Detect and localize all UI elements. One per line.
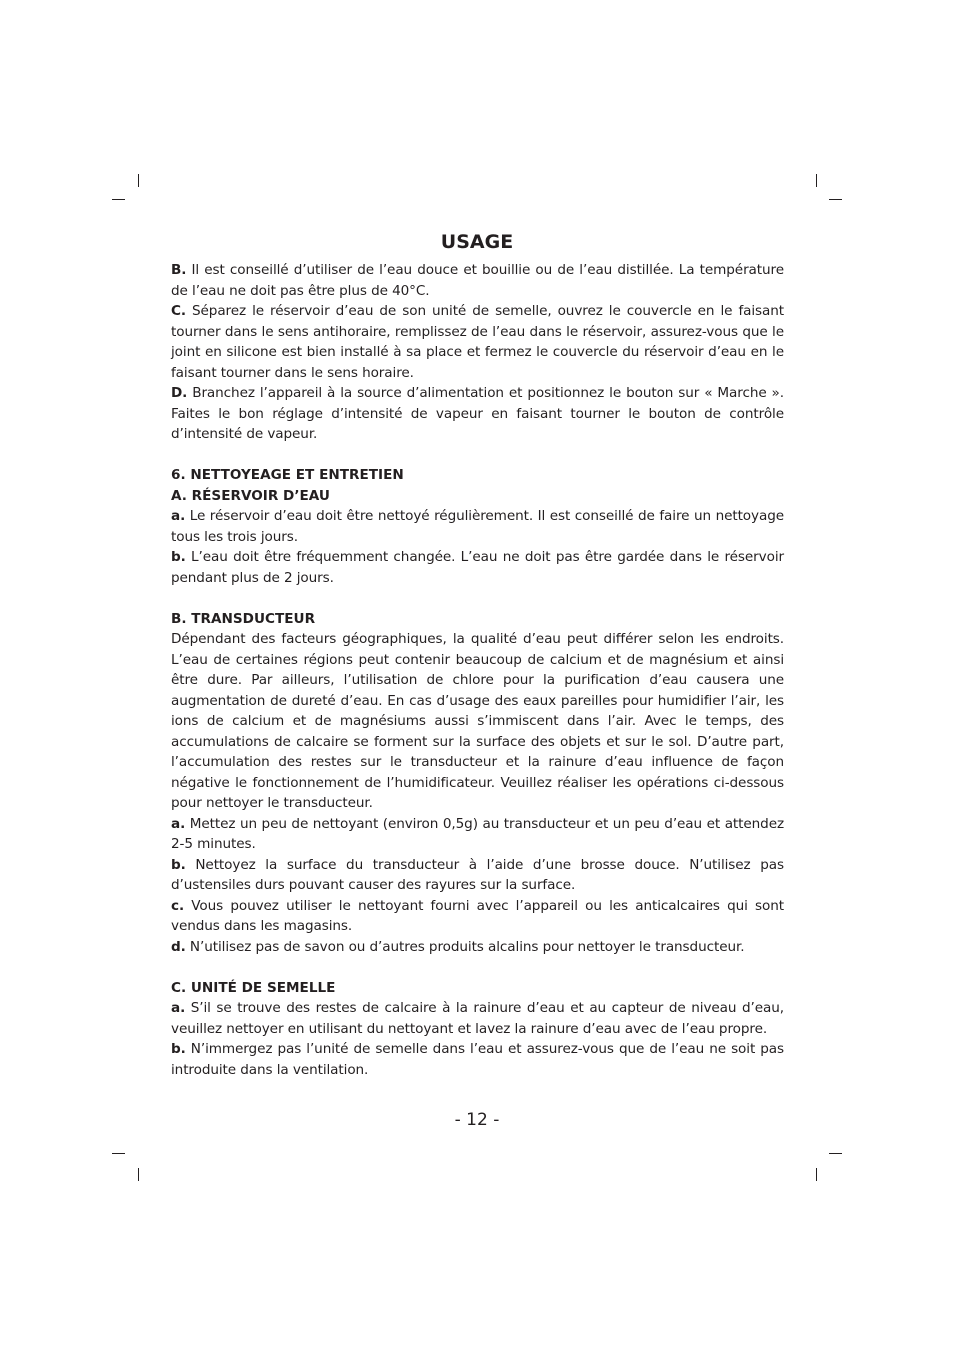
crop-mark-top-right-horizontal	[829, 199, 842, 200]
crop-mark-bottom-right-vertical	[816, 1168, 817, 1181]
transducteur-item-d	[171, 937, 784, 958]
item-label: a.	[171, 815, 186, 832]
crop-mark-top-right-vertical	[816, 174, 817, 187]
page-content	[171, 260, 784, 1080]
usage-item-c	[171, 301, 784, 383]
item-label: B.	[171, 262, 187, 278]
item-label: b.	[171, 856, 186, 873]
item-text: Mettez un peu de nettoyant (environ 0,5g) au transducteur et un peu d’eau et attendez 2-5 minutes.	[171, 815, 784, 852]
item-text: Vous pouvez utiliser le nettoyant fourni avec l’appareil ou les anticalcaires qui sont vendus dans les magasins.	[171, 897, 784, 934]
transducteur-item-c	[171, 896, 784, 937]
semelle-item-b	[171, 1039, 784, 1080]
section-heading-nettoyage: 6. NETTOYEAGE ET ENTRETIEN	[171, 467, 404, 483]
reservoir-item-b	[171, 547, 784, 588]
subsection-heading-semelle: C. UNITÉ DE SEMELLE	[171, 979, 336, 996]
item-text: N’immergez pas l’unité de semelle dans l’eau et assurez-vous que de l’eau ne soit pas introduite dans la ventilation.	[171, 1041, 784, 1078]
usage-item-d	[171, 383, 784, 445]
item-label: c.	[171, 897, 185, 914]
item-text: Il est conseillé d’utiliser de l’eau douce et bouillie ou de l’eau distillée. La température de l’eau ne doit pas être plus de 40°C.	[171, 262, 784, 299]
item-text: S’il se trouve des restes de calcaire à la rainure d’eau et au capteur de niveau d’eau, veuillez nettoyer en utilisant du nettoyant et lavez la rainure d’eau avec de l’eau propre.	[171, 1000, 784, 1037]
item-label: D.	[171, 385, 188, 401]
item-text: N’utilisez pas de savon ou d’autres produits alcalins pour nettoyer le transducteur.	[185, 938, 745, 955]
item-label: a.	[171, 508, 186, 524]
item-label: b.	[171, 1041, 186, 1057]
item-label: C.	[171, 303, 186, 319]
page-number: - 12 -	[454, 1110, 500, 1130]
item-label: d.	[171, 938, 186, 955]
item-text: Nettoyez la surface du transducteur à l’aide d’une brosse douce. N’utilisez pas d’ustensiles durs pouvant causer des rayures sur la surface.	[171, 856, 784, 893]
item-text: L’eau doit être fréquemment changée. L’eau ne doit pas être gardée dans le réservoir pendant plus de 2 jours.	[171, 549, 784, 586]
item-text: Branchez l’appareil à la source d’alimentation et positionnez le bouton sur « Marche ». Faites le bon réglage d’intensité de vapeur en faisant tourner le bouton de contrôle d’intensité de vapeur.	[171, 385, 784, 442]
transducteur-item-b	[171, 855, 784, 896]
item-label: a.	[171, 1000, 186, 1016]
item-label: b.	[171, 549, 186, 565]
crop-mark-top-left-horizontal	[112, 199, 125, 200]
reservoir-item-a	[171, 506, 784, 547]
crop-mark-bottom-right-horizontal	[829, 1153, 842, 1154]
crop-mark-bottom-left-vertical	[138, 1168, 139, 1181]
crop-mark-top-left-vertical	[138, 174, 139, 187]
crop-mark-bottom-left-horizontal	[112, 1153, 125, 1154]
subsection-heading-transducteur: B. TRANSDUCTEUR	[171, 610, 316, 627]
transducteur-intro: Dépendant des facteurs géographiques, la qualité d’eau peut différer selon les endroits. L’eau de certaines régions peut contenir beaucoup de calcium et de magnésium et ainsi être dure. Par ailleurs, l’utilisation de chlore pour la purification d’eau causera une augmentation de dureté d’eau. En cas d’usage des eaux pareilles pour humidifier l’air, les ions de calcium et de magnésiums aussi s’immiscent dans l’air. Avec le temps, des accumulations de calcaire se forment sur la surface des objets et sur le sol. D’autre part, l’accumulation des restes sur le transducteur et la rainure d’eau influence de façon négative le fonctionnement de l’humidificateur. Veuillez réaliser les opérations ci-dessous pour nettoyer le transducteur.	[171, 631, 784, 811]
item-text: Séparez le réservoir d’eau de son unité de semelle, ouvrez le couvercle en le faisant tourner dans le sens antihoraire, remplissez de l’eau dans le réservoir, assurez-vous que le joint en silicone est bien installé à sa place et fermez le couvercle du réservoir d’eau en le faisant tourner dans le sens horaire.	[171, 303, 784, 381]
usage-item-b	[171, 260, 784, 301]
transducteur-item-a	[171, 814, 784, 855]
page-title: USAGE	[440, 231, 514, 253]
subsection-heading-reservoir: A. RÉSERVOIR D’EAU	[171, 487, 330, 504]
semelle-item-a	[171, 998, 784, 1039]
item-text: Le réservoir d’eau doit être nettoyé régulièrement. Il est conseillé de faire un nettoyage tous les trois jours.	[171, 508, 784, 545]
